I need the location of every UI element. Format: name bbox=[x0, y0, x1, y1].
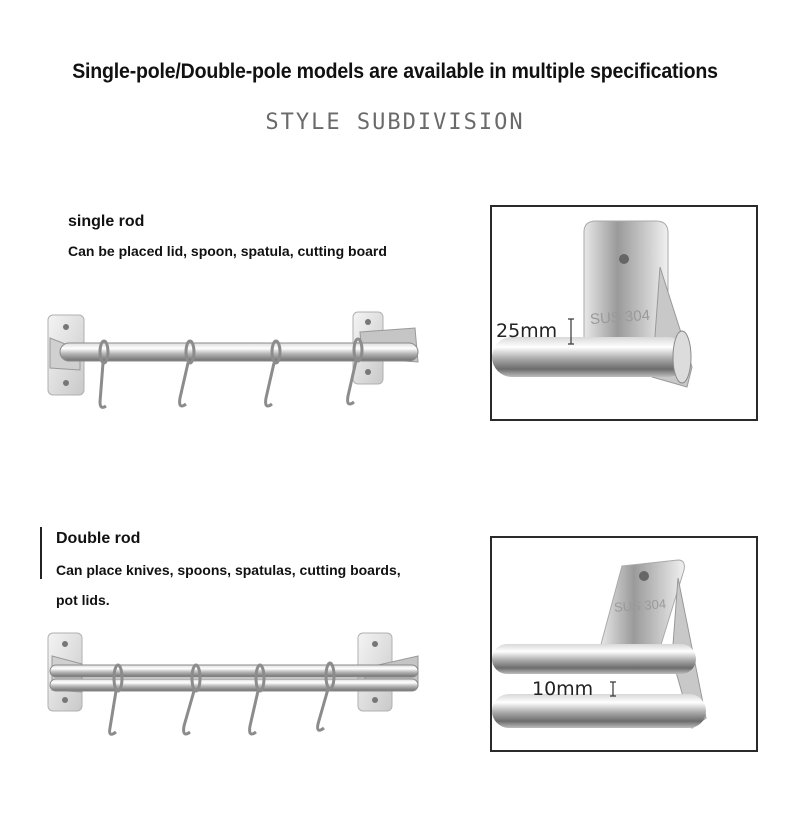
double-rod-title: Double rod bbox=[56, 530, 141, 547]
single-rod-detail-box bbox=[490, 205, 758, 421]
single-rod-description: Can be placed lid, spoon, spatula, cutting board bbox=[68, 243, 387, 259]
mounting-bracket-closeup bbox=[492, 538, 756, 750]
double-rod-dimension-label: 10mm bbox=[532, 678, 594, 700]
double-rod-engraving: SUS 304 bbox=[613, 596, 667, 615]
double-rod-description-line1: Can place knives, spoons, spatulas, cutting boards, bbox=[56, 562, 401, 578]
page-headline: Single-pole/Double-pole models are available in multiple specifications bbox=[72, 60, 718, 83]
double-rod-description-line2: pot lids. bbox=[56, 592, 110, 608]
single-rod-rack-image bbox=[40, 300, 450, 425]
lower-rod bbox=[50, 679, 418, 691]
single-rod-engraving: SUS 304 bbox=[589, 306, 651, 329]
double-rod-detail-box bbox=[490, 536, 758, 752]
double-rod-rack-image bbox=[40, 628, 430, 743]
single-rod-title: single rod bbox=[68, 213, 145, 230]
single-rod bbox=[60, 343, 418, 361]
upper-rod bbox=[50, 665, 418, 677]
section-accent-bar bbox=[40, 527, 42, 579]
single-rod-dimension-label: 25mm bbox=[496, 320, 558, 342]
page-subheadline: STYLE SUBDIVISION bbox=[265, 110, 525, 135]
